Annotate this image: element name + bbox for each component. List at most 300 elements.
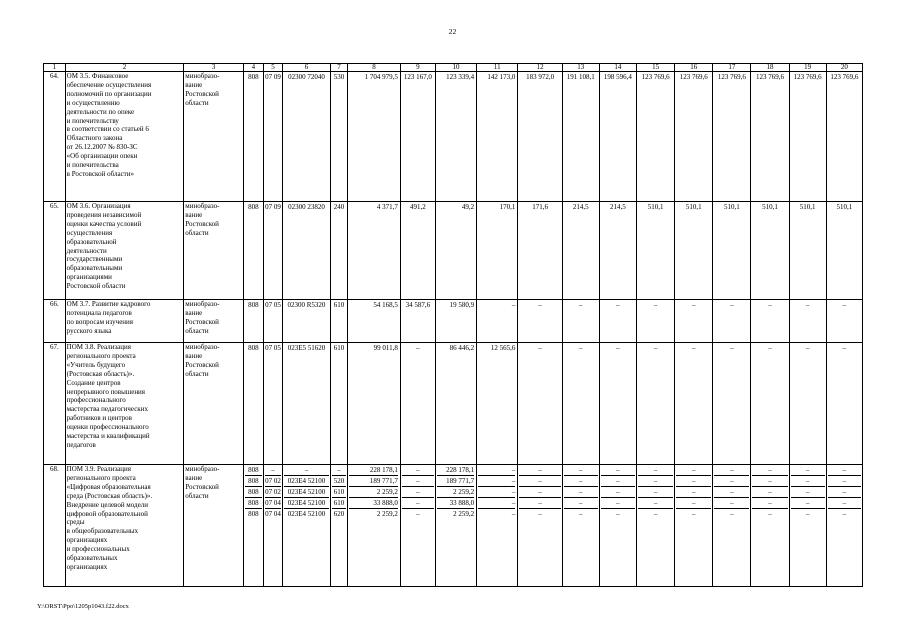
value: – [601,476,635,487]
value: – [511,510,516,518]
table-row [44,202,863,300]
value: – [653,301,658,309]
value: – [519,465,560,476]
value: – [676,465,711,476]
column-number-2: 2 [65,64,184,72]
value-cell-col-9 [400,202,435,300]
value-cell-col-11 [477,72,518,202]
value-cell-col-14 [599,300,636,343]
value: – [601,487,635,498]
value: 170,1 [499,203,516,211]
value: 610 [333,344,345,352]
value-cell-col-20 [826,465,862,587]
value: – [714,487,749,498]
value: – [416,344,420,352]
column-number-9: 9 [400,64,435,72]
footer-file-path: Y:\ORST\Ppo\1205p1043.f22.docx [37,603,129,610]
measure-name-line: и профессиональных [66,545,130,554]
value-cell-col-11 [477,300,518,343]
value-cell-col-18 [751,465,789,587]
value: 33 888,0 [349,498,398,509]
value-cell-col-12 [518,343,562,465]
measure-name-line: организациях [66,562,108,571]
value-cell-col-14 [599,72,636,202]
measure-name-line: регионального проекта [66,351,136,360]
value: – [714,465,749,476]
value: 142 173,0 [487,73,516,81]
value: 07 09 [265,203,281,211]
value-cell-col-15 [636,465,674,587]
value-cell-col-6 [283,343,330,465]
table-row [44,300,863,343]
measure-name-line: проведения независимой [66,210,142,219]
value-cell-col-16 [675,72,713,202]
measure-name-line: Создание центров [66,378,121,387]
value: – [791,498,825,509]
value-cell-col-12 [518,465,562,587]
value-cell-col-13 [562,465,599,587]
value-cell-col-6 [283,465,330,587]
budget-table [43,63,863,587]
value-cell-col-11 [477,465,518,587]
executor-line: минобразо- [185,343,220,351]
executor-line: Ростовской [185,317,219,326]
executor-line: вание [185,308,203,317]
measure-name-line: потенциала педагогов [66,308,132,317]
measure-name-line: и попечительства [66,161,119,170]
executor-line: области [185,228,209,237]
measure-name-line: регионального проекта [66,473,136,482]
measure-name-line: ПОМ 3.8. Реализация [66,343,131,351]
measure-name-line: мастерства и квалификаций [66,432,150,441]
value: 123 769,6 [793,73,822,81]
measure-name-line: «Об организации опеки [66,152,138,161]
column-number-16: 16 [675,64,713,72]
column-number-1: 1 [44,64,66,72]
executor-line: минобразо- [185,202,220,210]
value: – [519,498,560,509]
value: 610 [332,498,347,509]
measure-name-line: обеспечение осуществления [66,80,152,89]
executor-line: Ростовской [185,360,219,369]
table-row [44,465,863,587]
value: – [691,510,696,518]
value: 808 [248,510,259,518]
value-cell-col-16 [675,465,713,587]
value-cell-col-8 [348,465,401,587]
executor [184,465,244,587]
measure-name-line: образовательными [66,264,123,273]
value-cell-col-6 [283,300,330,343]
executor-line: минобразо- [185,300,220,308]
value: 510,1 [836,203,853,211]
column-number-5: 5 [263,64,283,72]
value: – [752,465,787,476]
value: 123 339,4 [446,73,475,81]
value-cell-col-17 [713,202,751,300]
measure-name-line: ПОМ 3.9. Реализация [66,465,131,473]
executor-line: Ростовской [185,482,219,491]
executor-line: Ростовской [185,89,219,98]
value-cell-col-12 [518,72,562,202]
value: – [478,476,515,487]
measure-name-line: ОМ 3.5. Финансовое [66,72,129,80]
value: – [478,487,515,498]
value: 07 05 [265,301,281,309]
value: – [402,476,434,487]
value-cell-col-8 [348,343,401,465]
value: – [332,465,347,476]
value: 520 [332,476,347,487]
measure-name-line: профессионального [66,396,126,405]
value-cell-col-14 [599,465,636,587]
value-cell-col-10 [435,202,476,300]
value-cell-col-9 [400,72,435,202]
value: 198 596,4 [603,73,632,81]
column-number-6: 6 [283,64,330,72]
value-cell-col-4 [244,202,264,300]
value: 023E4 52100 [284,498,328,509]
value-cell-col-16 [675,343,713,465]
value-cell-col-8 [348,202,401,300]
column-number-4: 4 [244,64,264,72]
value-cell-col-4 [244,465,264,587]
value: 610 [332,487,347,498]
value: 123 769,6 [717,73,746,81]
value-cell-col-4 [244,300,264,343]
value: – [564,476,598,487]
value-cell-col-13 [562,343,599,465]
value-cell-col-5 [263,202,283,300]
measure-name-line: ОМ 3.7. Развитие кадрового [66,300,151,308]
value-cell-col-15 [636,343,674,465]
value: 54 168,5 [373,301,398,309]
executor [184,202,244,300]
column-number-7: 7 [330,64,348,72]
column-number-14: 14 [599,64,636,72]
value-cell-col-18 [751,202,789,300]
measure-name-line: в общеобразовательных [66,527,139,536]
value-cell-col-4 [244,343,264,465]
table-row [44,343,863,465]
value: 123 769,6 [679,73,708,81]
value: – [842,344,847,352]
value: 808 [248,73,259,81]
value: 228 178,1 [437,465,474,476]
value-cell-col-8 [348,300,401,343]
page-number: 22 [448,27,457,36]
value-cell-col-9 [400,300,435,343]
value: – [519,487,560,498]
measure-name-line: непрерывного повышения [66,387,146,396]
value-cell-col-20 [826,72,862,202]
value-cell-col-7 [330,300,348,343]
value: 07 05 [265,344,281,352]
value: 530 [333,73,345,81]
value: – [579,301,583,309]
value-cell-col-10 [435,72,476,202]
measure-name-line: Внедрение целевой модели [66,500,148,509]
value-cell-col-14 [599,343,636,465]
value: 510,1 [647,203,664,211]
value-cell-col-15 [636,300,674,343]
measure-name-line: организациями [66,273,112,282]
executor-line: области [185,491,209,500]
value: – [791,476,825,487]
value: 02300 72040 [288,73,325,81]
executor-line: вание [185,80,203,89]
executor [184,343,244,465]
value: 510,1 [799,203,816,211]
value: – [653,344,658,352]
value: – [805,301,810,309]
column-number-19: 19 [789,64,826,72]
value: 214,5 [572,203,589,211]
value: – [519,476,560,487]
value-cell-col-6 [283,202,330,300]
executor-line: минобразо- [185,465,220,473]
value: 491,2 [409,203,426,211]
value: – [402,498,434,509]
measure-name [65,300,184,343]
value: – [752,476,787,487]
value: – [538,301,542,309]
column-number-12: 12 [518,64,562,72]
value: – [730,301,734,309]
executor-line: области [185,369,209,378]
value-cell-col-7 [330,202,348,300]
column-number-20: 20 [826,64,862,72]
value: 2 259,2 [437,487,474,498]
executor-line: вание [185,351,203,360]
measure-name [65,72,184,202]
value-cell-col-13 [562,202,599,300]
value: – [638,476,673,487]
value-cell-col-20 [826,202,862,300]
value: – [714,476,749,487]
value: 07 09 [265,73,281,81]
value: 023E4 52100 [284,487,328,498]
value-cell-col-11 [477,202,518,300]
value-cell-col-18 [751,343,789,465]
executor-line: Ростовской [185,219,219,228]
value: 610 [333,301,345,309]
value: – [791,465,825,476]
value: – [653,510,658,518]
measure-name-line: мастерства педагогических [66,405,148,414]
value-cell-col-10 [435,300,476,343]
value: – [616,301,620,309]
measure-name-line: русского языка [66,326,112,335]
value: 808 [245,465,262,476]
value: – [579,344,583,352]
measure-name-line: полномочий по организации [66,89,152,98]
value-cell-col-6 [283,72,330,202]
value: 07 02 [265,477,281,485]
executor-line: области [185,98,209,107]
value: – [538,344,542,352]
value: 808 [248,344,259,352]
measure-name-line: (Ростовская область)». [66,369,135,378]
value-cell-col-17 [713,300,751,343]
value: – [768,344,772,352]
value: 189 771,7 [349,476,398,487]
measure-name-line: образовательных [66,554,118,563]
row-number: 65. [44,202,66,300]
measure-name-line: работников и центров [66,414,132,423]
value-cell-col-4 [244,72,264,202]
value: 07 04 [265,510,281,518]
value: 189 771,7 [437,476,474,487]
value-cell-col-19 [789,465,826,587]
measure-name-line: Ростовской области [66,282,126,291]
measure-name-line: и попечительству [66,116,119,125]
value-cell-col-16 [675,300,713,343]
value-cell-col-17 [713,72,751,202]
value-cell-col-10 [435,465,476,587]
value: – [730,510,734,518]
value: 2 259,2 [453,510,475,518]
value: 86 446,2 [449,344,475,352]
value-cell-col-19 [789,343,826,465]
value: 808 [248,301,259,309]
value-cell-col-17 [713,465,751,587]
value: 12 565,6 [490,344,516,352]
value: – [676,476,711,487]
value: 808 [245,487,262,498]
value: – [752,498,787,509]
value: 510,1 [724,203,740,211]
value: 023E4 52100 [284,476,328,487]
value: 123 769,6 [641,73,670,81]
value-cell-col-12 [518,300,562,343]
value: 33 888,0 [437,498,474,509]
value: 510,1 [762,203,778,211]
value: 1 704 979,5 [364,73,398,81]
measure-name-line: деятельности [66,246,107,255]
measure-name-line: оценки профессионального [66,423,149,432]
value: 4 371,7 [376,203,398,211]
value: – [791,487,825,498]
value: – [842,510,847,518]
executor [184,300,244,343]
value: – [828,476,861,487]
value-cell-col-15 [636,72,674,202]
measure-name-line: организациях [66,536,108,545]
value-cell-col-13 [562,300,599,343]
table-header-row [44,64,863,72]
value-cell-col-9 [400,343,435,465]
value: – [416,510,420,518]
column-number-8: 8 [348,64,401,72]
table-row [44,72,863,202]
value: – [564,487,598,498]
measure-name [65,465,184,587]
measure-name-line: от 26.12.2007 № 830-ЗС [66,143,138,152]
column-number-11: 11 [477,64,518,72]
value: – [805,344,810,352]
value-cell-col-5 [263,343,283,465]
value: – [478,498,515,509]
value: 510,1 [685,203,702,211]
value: – [601,498,635,509]
value: – [284,465,328,476]
value: 02300 23820 [288,203,325,211]
measure-name-line: педагогов [66,440,96,449]
value: – [402,465,434,476]
measure-name-line: оценки качества условий [66,219,142,228]
measure-name-line: осуществления [66,228,113,237]
value-cell-col-20 [826,343,862,465]
measure-name [65,343,184,465]
value: 02300 R5320 [287,301,326,309]
value: 2 259,2 [376,510,398,518]
value: 808 [248,203,259,211]
value-cell-col-7 [330,465,348,587]
executor-line: вание [185,210,203,219]
value: – [714,498,749,509]
value: – [265,465,282,476]
column-number-3: 3 [184,64,244,72]
value: 123 769,6 [756,73,785,81]
value: – [638,487,673,498]
measure-name-line: образовательной [66,237,117,246]
value-cell-col-15 [636,202,674,300]
measure-name-line: среда (Ростовская область)». [66,491,153,500]
value-cell-col-19 [789,202,826,300]
value-cell-col-19 [789,300,826,343]
value: – [402,487,434,498]
value-cell-col-12 [518,202,562,300]
value-cell-col-5 [263,300,283,343]
value-cell-col-7 [330,343,348,465]
value: 023E4 52100 [287,510,326,518]
value: – [638,465,673,476]
measure-name-line: цифровой образовательной [66,509,148,518]
column-number-17: 17 [713,64,751,72]
value: – [730,344,734,352]
value: – [768,510,772,518]
value: – [752,487,787,498]
value-cell-col-19 [789,72,826,202]
column-number-13: 13 [562,64,599,72]
value: – [828,465,861,476]
value: 808 [245,498,262,509]
measure-name-line: деятельности по опеке [66,107,135,116]
measure-name [65,202,184,300]
value: – [828,498,861,509]
value: 214,5 [610,203,626,211]
measure-name-line: в Ростовской области» [66,169,134,178]
value: 19 580,9 [449,301,475,309]
value-cell-col-20 [826,300,862,343]
value-cell-col-14 [599,202,636,300]
value: – [564,465,598,476]
value-cell-col-7 [330,72,348,202]
value: 240 [333,203,345,211]
value-cell-col-13 [562,72,599,202]
measure-name-line: «Цифровая образовательная [66,482,151,491]
column-number-18: 18 [751,64,789,72]
row-number: 64. [44,72,66,202]
value-cell-col-11 [477,343,518,465]
measure-name-line: ОМ 3.6. Организация [66,202,131,210]
value: 34 587,6 [405,301,431,309]
value-cell-col-16 [675,202,713,300]
executor [184,72,244,202]
value: – [478,465,515,476]
value: – [676,487,711,498]
